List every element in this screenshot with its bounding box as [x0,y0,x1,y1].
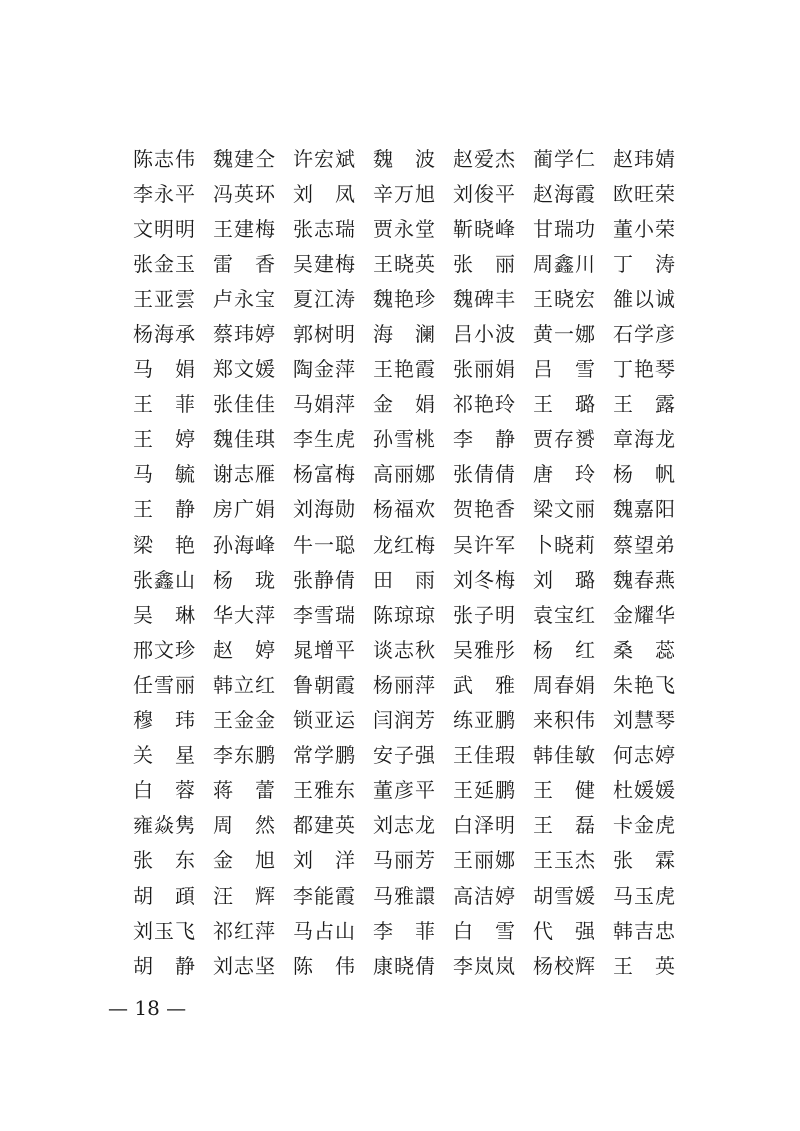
name-entry: 李 雪 瑞 [293,602,355,627]
name-entry: 吕 小 波 [453,322,515,347]
name-entry: 白 蓉 [133,778,195,803]
name-entry: 黄 一 娜 [533,322,595,347]
name-entry: 马 毓 [133,462,195,487]
name-entry: 刘 凤 [293,181,355,206]
name-entry: 杨 丽 萍 [373,672,435,697]
name-entry: 贾 存 赟 [533,427,595,452]
name-entry: 许 宏 斌 [293,146,355,171]
name-entry: 张 鑫 山 [133,567,195,592]
name-entry: 杨 珑 [213,567,275,592]
name-entry: 张 倩 倩 [453,462,515,487]
name-entry: 赵 爱 杰 [453,146,515,171]
name-entry: 高 丽 娜 [373,462,435,487]
name-entry: 郑 文 媛 [213,357,275,382]
name-entry: 都 建 英 [293,813,355,838]
name-entry: 文 明 明 [133,216,195,241]
name-entry: 李 静 [453,427,515,452]
name-entry: 魏 建 仝 [213,146,275,171]
name-entry: 吴 建 梅 [293,251,355,276]
name-entry: 练 亚 鹏 [453,708,515,733]
name-entry: 张 静 倩 [293,567,355,592]
name-entry: 王 佳 瑕 [453,743,515,768]
name-entry: 王 金 金 [213,708,275,733]
name-entry: 雒 以 诚 [613,286,675,311]
name-entry: 郭 树 明 [293,322,355,347]
name-entry: 王 晓 英 [373,251,435,276]
name-entry: 李 永 平 [133,181,195,206]
name-entry: 康 晓 倩 [373,953,435,978]
name-entry: 吕 雪 [533,357,595,382]
name-entry: 周 春 娟 [533,672,595,697]
name-entry: 辛 万 旭 [373,181,435,206]
name-entry: 白 泽 明 [453,813,515,838]
name-entry: 吴 许 军 [453,532,515,557]
name-entry: 马 玉 虎 [613,883,675,908]
name-entry: 刘 海 勋 [293,497,355,522]
name-entry: 刘 玉 飞 [133,918,195,943]
name-entry: 金 娟 [373,392,435,417]
name-entry: 马 娟 萍 [293,392,355,417]
name-entry: 来 积 伟 [533,708,595,733]
name-entry: 周 然 [213,813,275,838]
name-entry: 穆 玮 [133,708,195,733]
name-entry: 晁 增 平 [293,637,355,662]
name-entry: 丁 涛 [613,251,675,276]
name-entry: 张 志 瑞 [293,216,355,241]
name-entry: 张 丽 [453,251,515,276]
name-entry: 金 旭 [213,848,275,873]
name-entry: 蔡 望 弟 [613,532,675,557]
name-entry: 吴 雅 彤 [453,637,515,662]
name-entry: 常 学 鹏 [293,743,355,768]
names-list [124,141,684,983]
name-entry: 鲁 朝 霞 [293,672,355,697]
name-entry: 王 玉 杰 [533,848,595,873]
name-entry: 武 雅 [453,672,515,697]
name-entry: 王 健 [533,778,595,803]
name-entry: 卜 晓 莉 [533,532,595,557]
name-entry: 刘 璐 [533,567,595,592]
name-entry: 夏 江 涛 [293,286,355,311]
name-entry: 龙 红 梅 [373,532,435,557]
name-entry: 海 澜 [373,322,435,347]
name-entry: 王 艳 霞 [373,357,435,382]
name-entry: 梁 艳 [133,532,195,557]
name-entry: 陈 志 伟 [133,146,195,171]
name-entry: 王 亚 雲 [133,286,195,311]
name-entry: 雷 香 [213,251,275,276]
name-entry: 金 耀 华 [613,602,675,627]
name-entry: 魏 春 燕 [613,567,675,592]
name-entry: 邢 文 珍 [133,637,195,662]
name-entry: 刘 慧 琴 [613,708,675,733]
name-entry: 关 星 [133,743,195,768]
name-entry: 袁 宝 红 [533,602,595,627]
name-entry: 谢 志 雁 [213,462,275,487]
name-entry: 欧 旺 荣 [613,181,675,206]
name-entry: 王 建 梅 [213,216,275,241]
name-entry: 陶 金 萍 [293,357,355,382]
name-entry: 张 霖 [613,848,675,873]
name-entry: 王 磊 [533,813,595,838]
name-entry: 谈 志 秋 [373,637,435,662]
name-entry: 代 强 [533,918,595,943]
name-entry: 王 静 [133,497,195,522]
name-entry: 吴 琳 [133,602,195,627]
name-entry: 赵 玮 婧 [613,146,675,171]
name-entry: 唐 玲 [533,462,595,487]
name-entry: 卢 永 宝 [213,286,275,311]
name-entry: 魏 波 [373,146,435,171]
name-entry: 刘 俊 平 [453,181,515,206]
name-entry: 贺 艳 香 [453,497,515,522]
name-entry: 韩 佳 敏 [533,743,595,768]
name-entry: 锁 亚 运 [293,708,355,733]
name-entry: 杜 媛 媛 [613,778,675,803]
name-entry: 汪 辉 [213,883,275,908]
name-entry: 何 志 婷 [613,743,675,768]
name-entry: 陈 伟 [293,953,355,978]
name-entry: 李 岚 岚 [453,953,515,978]
name-entry: 李 生 虎 [293,427,355,452]
name-entry: 刘 洋 [293,848,355,873]
name-entry: 魏 嘉 阳 [613,497,675,522]
name-entry: 杨 福 欢 [373,497,435,522]
name-entry: 雍 焱 隽 [133,813,195,838]
name-entry: 董 彦 平 [373,778,435,803]
name-entry: 章 海 龙 [613,427,675,452]
name-entry: 冯 英 环 [213,181,275,206]
name-entry: 刘 志 龙 [373,813,435,838]
name-entry: 张 子 明 [453,602,515,627]
name-entry: 安 子 强 [373,743,435,768]
name-entry: 魏 艳 珍 [373,286,435,311]
name-entry: 张 丽 娟 [453,357,515,382]
name-entry: 房 广 娟 [213,497,275,522]
name-entry: 牛 一 聪 [293,532,355,557]
name-entry: 赵 海 霞 [533,181,595,206]
name-entry: 董 小 荣 [613,216,675,241]
name-entry: 贾 永 堂 [373,216,435,241]
name-entry: 丁 艳 琴 [613,357,675,382]
name-entry: 刘 志 坚 [213,953,275,978]
name-entry: 任 雪 丽 [133,672,195,697]
name-entry: 王 丽 娜 [453,848,515,873]
name-entry: 马 雅 譞 [373,883,435,908]
name-entry: 孙 海 峰 [213,532,275,557]
name-entry: 杨 富 梅 [293,462,355,487]
name-entry: 蔡 玮 婷 [213,322,275,347]
name-entry: 马 娟 [133,357,195,382]
name-entry: 王 婷 [133,427,195,452]
name-entry: 杨 校 辉 [533,953,595,978]
name-entry: 胡 静 [133,953,195,978]
name-entry: 张 金 玉 [133,251,195,276]
name-entry: 刘 冬 梅 [453,567,515,592]
name-entry: 王 英 [613,953,675,978]
name-entry: 王 璐 [533,392,595,417]
name-entry: 梁 文 丽 [533,497,595,522]
name-entry: 白 雪 [453,918,515,943]
name-entry: 韩 吉 忠 [613,918,675,943]
name-entry: 周 鑫 川 [533,251,595,276]
name-entry: 甘 瑞 功 [533,216,595,241]
name-entry: 祁 红 萍 [213,918,275,943]
name-entry: 王 延 鹏 [453,778,515,803]
name-entry: 祁 艳 玲 [453,392,515,417]
name-entry: 韩 立 红 [213,672,275,697]
name-entry: 张 佳 佳 [213,392,275,417]
name-entry: 蒋 蕾 [213,778,275,803]
name-entry: 李 能 霞 [293,883,355,908]
name-entry: 马 丽 芳 [373,848,435,873]
name-entry: 桑 蕊 [613,637,675,662]
name-entry: 赵 婷 [213,637,275,662]
name-entry: 朱 艳 飞 [613,672,675,697]
name-entry: 王 晓 宏 [533,286,595,311]
name-entry: 杨 帆 [613,462,675,487]
name-entry: 石 学 彦 [613,322,675,347]
name-entry: 胡 頙 [133,883,195,908]
name-entry: 胡 雪 媛 [533,883,595,908]
name-entry: 高 洁 婷 [453,883,515,908]
page-number: — 18 — [108,996,187,1020]
name-entry: 李 菲 [373,918,435,943]
name-entry: 王 雅 东 [293,778,355,803]
name-entry: 张 东 [133,848,195,873]
name-entry: 闫 润 芳 [373,708,435,733]
name-entry: 魏 碑 丰 [453,286,515,311]
name-entry: 华 大 萍 [213,602,275,627]
name-entry: 王 露 [613,392,675,417]
name-entry: 蔺 学 仁 [533,146,595,171]
name-entry: 马 占 山 [293,918,355,943]
name-entry: 靳 晓 峰 [453,216,515,241]
name-entry: 李 东 鹏 [213,743,275,768]
name-entry: 孙 雪 桃 [373,427,435,452]
name-entry: 卡 金 虎 [613,813,675,838]
name-entry: 杨 红 [533,637,595,662]
name-entry: 魏 佳 琪 [213,427,275,452]
name-entry: 王 菲 [133,392,195,417]
name-entry: 田 雨 [373,567,435,592]
name-entry: 杨 海 承 [133,322,195,347]
name-entry: 陈 琼 琼 [373,602,435,627]
